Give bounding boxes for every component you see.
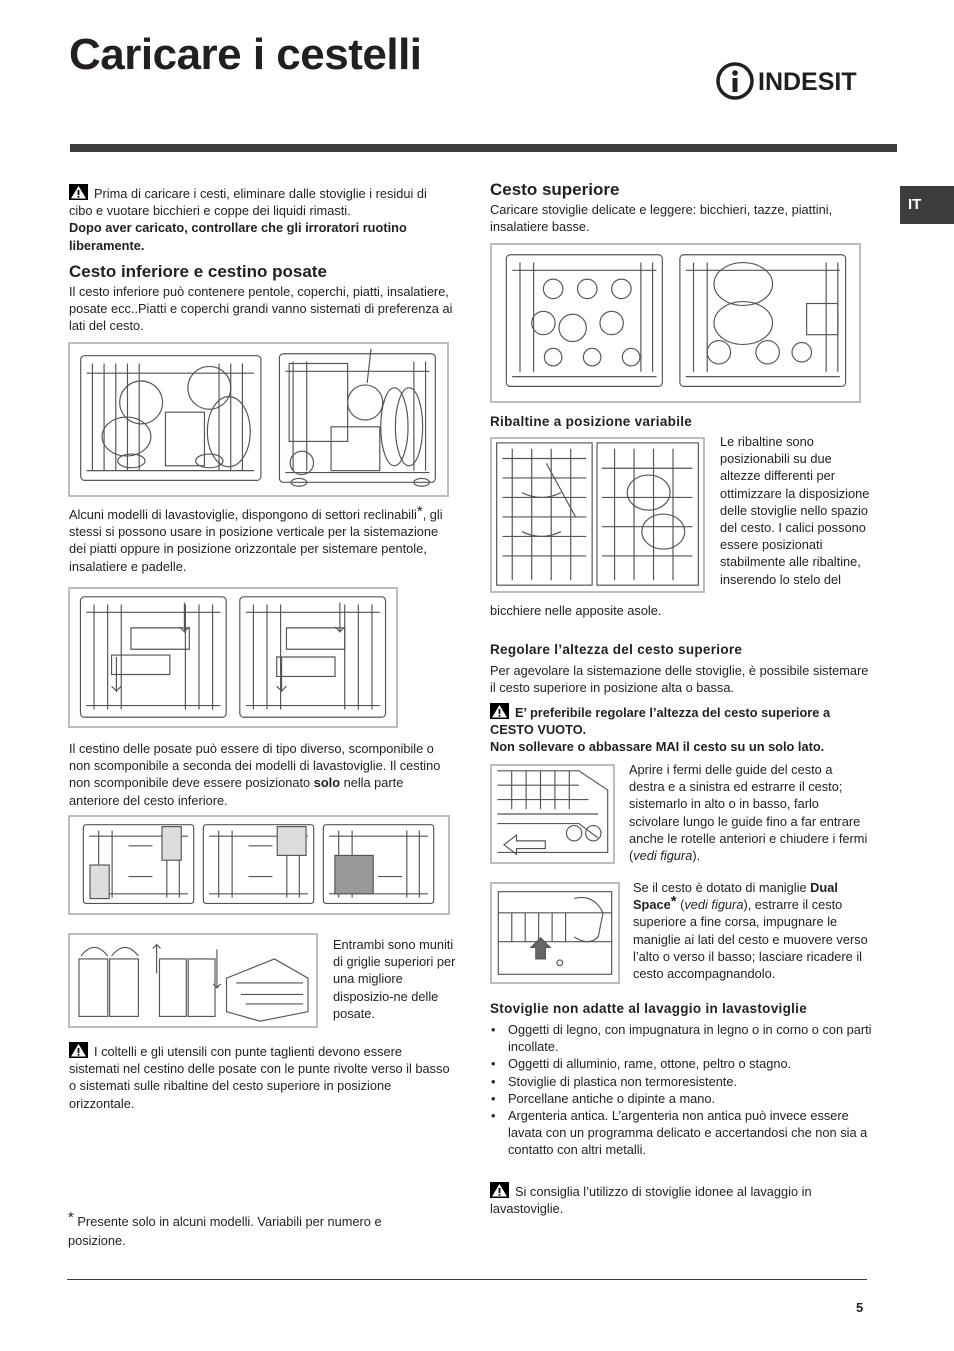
final-note bbox=[490, 1182, 872, 1217]
brand-text: INDESIT bbox=[758, 68, 857, 96]
dual-text-2: ( bbox=[676, 897, 685, 913]
header-rule bbox=[70, 144, 897, 152]
upper-basket-heading: Cesto superiore bbox=[490, 180, 620, 199]
racks-text-1: Alcuni modelli di lavastoviglie, dispongono di settori reclinabili bbox=[69, 507, 417, 522]
footnote bbox=[68, 1209, 428, 1250]
dual-text-3: ), estrarre il cesto superiore a fine corsa, impugnare le maniglie ai lati del cesto e muovere verso l’alto o verso il basso; lasciare ricadere il cesto accompagnandolo. bbox=[633, 897, 868, 982]
guides-italic: vedi figura bbox=[633, 848, 693, 864]
dual-text-1: Se il cesto è dotato di maniglie bbox=[633, 880, 811, 895]
dual-space-paragraph bbox=[633, 879, 871, 982]
page-number: 5 bbox=[856, 1300, 864, 1315]
dual-space-figure bbox=[490, 882, 620, 984]
unsuitable-list-wrap bbox=[490, 1021, 872, 1159]
unsuitable-heading: Stoviglie non adatte al lavaggio in lavastoviglie bbox=[490, 1001, 808, 1016]
warning-icon bbox=[69, 1042, 88, 1058]
warning-icon bbox=[490, 703, 509, 719]
list-item: • Stoviglie di plastica non termoresistente. bbox=[490, 1073, 872, 1090]
list-item: • Oggetti di legno, con impugnatura in legno o in corno o con parti incollate. bbox=[490, 1021, 872, 1055]
height-warning bbox=[490, 703, 875, 756]
footnote-star: * bbox=[670, 893, 677, 911]
cutlery-grids-figure bbox=[68, 933, 318, 1028]
basket-guides-figure bbox=[490, 764, 615, 864]
lower-basket-text: Il cesto inferiore può contenere pentole, coperchi, piatti, insalatiere, posate ecc..Piatti e coperchi grandi vanno sistemati di preferenza ai lati del cesto. bbox=[69, 284, 453, 334]
final-text: Si consiglia l’utilizzo di stoviglie idonee al lavaggio in lavastoviglie. bbox=[490, 1184, 812, 1217]
reclining-racks-figure bbox=[68, 587, 398, 728]
intro-bold: Dopo aver caricato, controllare che gli irroratori ruotino liberamente. bbox=[69, 220, 407, 253]
height-warning-2: Non sollevare o abbassare MAI il cesto su un solo lato. bbox=[490, 739, 825, 755]
cutlery-basket-figure bbox=[68, 815, 450, 915]
cutlery-bold: solo bbox=[313, 775, 341, 791]
footnote-star: * bbox=[68, 1209, 74, 1226]
list-item: • Oggetti di alluminio, rame, ottone, peltro o stagno. bbox=[490, 1055, 872, 1072]
warning-icon bbox=[69, 184, 88, 200]
knives-paragraph bbox=[69, 1042, 454, 1112]
height-warning-1: E’ preferibile regolare l’altezza del cesto superiore a CESTO VUOTO. bbox=[490, 705, 831, 738]
upper-basket-text: Caricare stoviglie delicate e leggere: bicchieri, tazze, piattini, insalatiere basse. bbox=[490, 202, 833, 235]
footer-rule bbox=[67, 1279, 867, 1280]
height-text: Per agevolare la sistemazione delle stoviglie, è possibile sistemare il cesto superiore in posizione alta o bassa. bbox=[490, 663, 869, 696]
cutlery-paragraph bbox=[69, 740, 454, 809]
dual-bold: Dual Space bbox=[633, 880, 838, 913]
knives-text: I coltelli e gli utensili con punte taglienti devono essere sistemati nel cestino delle posate con le punte rivolte verso il basso o sistemati sulle ribaltine del cesto superiore in posizione orizzontale. bbox=[69, 1044, 450, 1111]
lower-basket-figure bbox=[68, 342, 449, 497]
height-heading: Regolare l’altezza del cesto superiore bbox=[490, 642, 743, 657]
indesit-logo bbox=[716, 60, 866, 102]
footnote-text: Presente solo in alcuni modelli. Variabili per numero e posizione. bbox=[68, 1214, 382, 1248]
language-tab: IT bbox=[900, 186, 954, 224]
intro-text: Prima di caricare i cesti, eliminare dalle stoviglie i residui di cibo e vuotare bicchieri e coppe dei liquidi rimasti. bbox=[69, 186, 427, 219]
list-item: • Argenteria antica. L’argenteria non antica può invece essere lavata con un programma delicato e accertandosi che non sia a contatto con altri metalli. bbox=[490, 1107, 872, 1159]
cutlery-text-1: Il cestino delle posate può essere di tipo diverso, scomponibile o non scomponibile a seconda dei modelli di lavastoviglie. Il cestino non scomponibile deve essere posizionato bbox=[69, 741, 441, 791]
racks-paragraph bbox=[69, 503, 454, 575]
guides-paragraph bbox=[629, 761, 871, 864]
upper-basket-figure bbox=[490, 243, 861, 403]
cutlery-text-2: nella parte anteriore del cesto inferiore. bbox=[69, 775, 404, 808]
unsuitable-list bbox=[490, 1021, 872, 1159]
flaps-figure bbox=[490, 437, 705, 593]
grids-text: Entrambi sono muniti di griglie superiori per una migliore disposizio-ne delle posate. bbox=[333, 937, 456, 1021]
flaps-text: Le ribaltine sono posizionabili su due altezze differenti per ottimizzare la disposizione delle stoviglie nello spazio del cesto. I calici possono essere posizionati stabilmente alle ribaltine, inserendo lo stelo del bbox=[720, 434, 870, 587]
warning-icon bbox=[490, 1182, 509, 1198]
flaps-heading: Ribaltine a posizione variabile bbox=[490, 414, 693, 429]
page-title: Caricare i cestelli bbox=[69, 30, 422, 79]
dual-italic: vedi figura bbox=[684, 897, 744, 913]
racks-text-2: , gli stessi si possono usare in posizione verticale per la sistemazione dei piatti oppure in posizione orizzontale per sistemare pentole, insalatiere e padelle. bbox=[69, 507, 443, 574]
guides-text-1: Aprire i fermi delle guide del cesto a destra e a sinistra ed estrarre il cesto; sistemarlo in alto o in basso, farlo scivolare lungo le guide fino a far entrare anche le rotelle anteriori e chiudere i fermi ( bbox=[629, 762, 868, 864]
flaps-text-continued: bicchiere nelle apposite asole. bbox=[490, 603, 662, 618]
intro-paragraph bbox=[69, 184, 451, 254]
footnote-star: * bbox=[416, 503, 423, 520]
list-item: • Porcellane antiche o dipinte a mano. bbox=[490, 1090, 872, 1107]
lower-basket-heading: Cesto inferiore e cestino posate bbox=[69, 262, 327, 281]
guides-text-2: ). bbox=[692, 848, 701, 864]
